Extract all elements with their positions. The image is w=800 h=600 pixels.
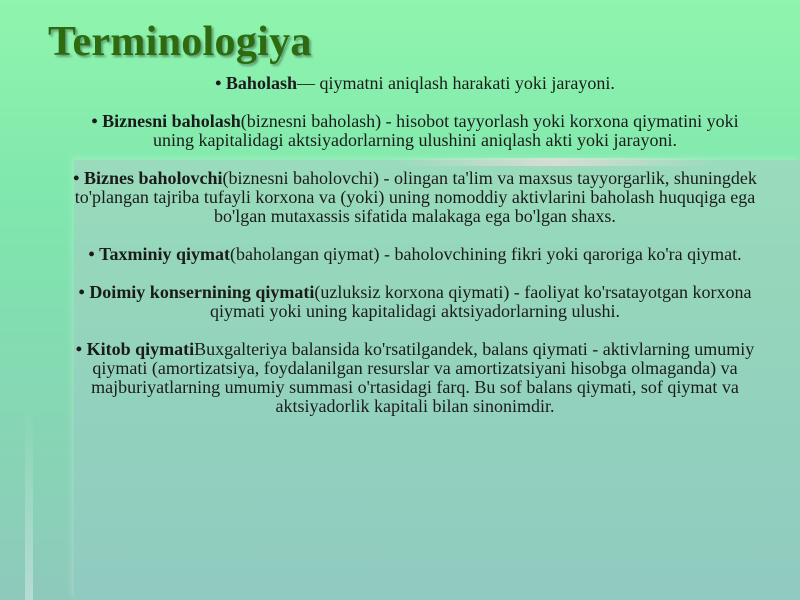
term-definition: Buxgalteriya balansida ko'rsatilgandek, balans qiymati - aktivlarning umumiy qiymati (amortizatsiya, foydalanilgan resurslar va amortizatsiyani hisobga olmaganda) va majburiyatlarning umumiy summasi o'rtasidagi farq. Bu sof balans qiymati, sof qiymat va aktsiyadorlik kapitali bilan sinonimdir. [91, 339, 755, 416]
bullet-icon: • [75, 339, 83, 359]
term-item-kitob-qiymati [70, 340, 760, 416]
bullet-icon: • [215, 73, 222, 93]
term-definition: (baholangan qiymat) - baholovchining fikri yoki qaroriga ko'ra qiymat. [230, 244, 742, 264]
terminology-list [70, 74, 760, 435]
term-item-biznes-baholovchi [70, 169, 760, 226]
term-item-taxminiy-qiymat [70, 245, 760, 264]
term-definition: (biznesni baholovchi) - olingan ta'lim va maxsus tayyorgarlik, shuningdek to'plangan tajriba tufayli korxona va (yoki) uning nomoddiy aktivlarini baholash huquqiga ega bo'lgan mutaxassis sifatida malakaga ega bo'lgan shaxs. [74, 168, 757, 226]
bullet-icon: • [88, 244, 95, 264]
bullet-icon: • [78, 282, 85, 302]
term-name: Biznes baholovchi [83, 168, 223, 188]
term-definition: — qiymatni aniqlash harakati yoki jarayoni. [296, 73, 615, 93]
term-definition: (biznesni baholash) - hisobot tayyorlash yoki korxona qiymatini yoki uning kapitalidagi aktsiyadorlarning ulushini aniqlash akti yoki jarayoni. [153, 111, 739, 150]
decorative-stripe [25, 405, 33, 600]
term-name: Taxminiy qiymat [99, 244, 231, 264]
bullet-icon: • [91, 111, 98, 131]
page-title: Terminologiya [48, 19, 312, 65]
term-name: Doimiy konsernining qiymati [89, 282, 315, 302]
term-item-biznesni-baholash [70, 112, 760, 150]
term-definition: (uzluksiz korxona qiymati) - faoliyat ko'rsatayotgan korxona qiymati yoki uning kapitalidagi aktsiyadorlarning ulushi. [210, 282, 752, 321]
term-name: Biznesni baholash [102, 111, 241, 131]
term-name: Kitob qiymati [86, 339, 195, 359]
bullet-icon: • [73, 168, 80, 188]
term-item-doimiy-konsern [70, 283, 760, 321]
term-item-baholash [70, 74, 760, 93]
term-name: Baholash [225, 73, 297, 93]
